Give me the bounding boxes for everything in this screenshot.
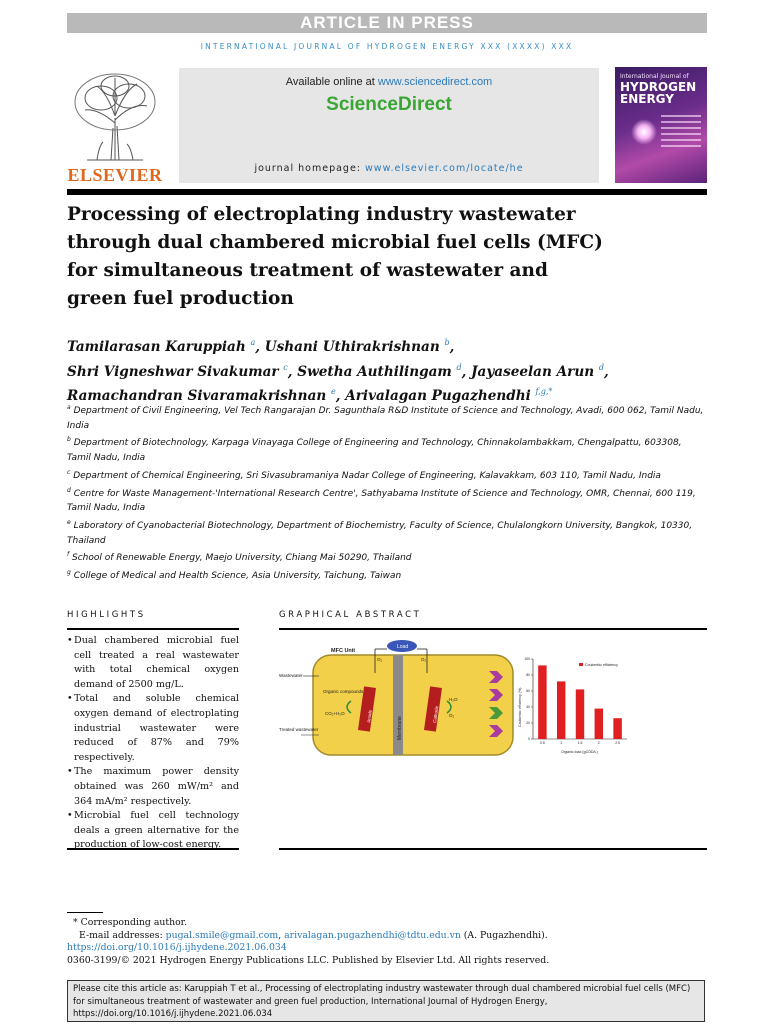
chart-x-tick-label: 2.5 [615, 741, 620, 745]
elsevier-tree-icon [67, 68, 163, 164]
highlight-item [67, 634, 239, 692]
affiliation-text: Department of Civil Engineering, Vel Tech Rangarajan Dr. Sagunthala R&D Institute of Science and Technology, Avadi, 600 062, Tamil Nadu, India [67, 406, 704, 431]
chart-x-tick-label: 0.5 [540, 741, 545, 745]
journal-running-header: INTERNATIONAL JOURNAL OF HYDROGEN ENERGY XXX (XXXX) XXX [200, 42, 574, 51]
affiliation-marker: g [67, 569, 71, 577]
affiliation-item [67, 401, 707, 433]
bullet-icon: • [67, 635, 73, 646]
available-label: Available online at [285, 76, 378, 88]
author-separator: , [461, 363, 467, 380]
author-affil-marker[interactable]: e [331, 387, 336, 396]
chart-y-tick-label: 100 [524, 657, 530, 662]
affiliation-marker: c [67, 468, 71, 476]
author-affil-marker[interactable]: b [444, 338, 450, 347]
author-name[interactable]: Shri Vigneshwar Sivakumar [67, 363, 279, 380]
h2o-label: H₂O [449, 697, 458, 702]
article-in-press-banner: ARTICLE IN PRESS [67, 13, 707, 33]
email-addresses [67, 930, 707, 943]
highlight-text: The maximum power density obtained was 260 mW/m² and 364 mA/m² respectively. [74, 766, 239, 807]
author-separator: , [603, 363, 609, 380]
affiliation-list [67, 401, 707, 584]
cover-text-lines [661, 115, 701, 151]
email-separator: , [278, 929, 285, 941]
chart-y-tick-label: 40 [526, 705, 530, 710]
sciencedirect-link[interactable]: www.sciencedirect.com [377, 76, 493, 88]
footnote-rule [67, 912, 103, 913]
affiliation-text: School of Renewable Energy, Maejo University, Chiang Mai 50290, Thailand [72, 553, 412, 564]
highlight-item [67, 765, 239, 809]
highlights-list [67, 634, 239, 853]
wastewater-label: Wastewater [279, 673, 303, 678]
o2-label: O₂ [449, 713, 455, 718]
email-label: E-mail addresses: [79, 929, 166, 941]
affiliation-marker: b [67, 436, 71, 444]
highlights-heading: HIGHLIGHTS [67, 610, 146, 620]
load-label: Load [397, 644, 409, 650]
cover-title [620, 81, 696, 105]
chart-y-label: Coulombic efficiency (%) [518, 687, 522, 727]
cathode-label: Cathode [432, 705, 440, 724]
author-separator: , [449, 339, 455, 355]
graphical-top-rule [279, 628, 707, 630]
affiliation-marker: a [67, 404, 71, 411]
sciencedirect-logo: ScienceDirect [326, 94, 452, 115]
author-name[interactable]: Tamilarasan Karuppiah [67, 339, 246, 355]
mfc-tank [313, 655, 513, 755]
chart-y-tick-label: 80 [526, 673, 530, 678]
elsevier-wordmark: ELSEVIER [67, 165, 163, 185]
organic-label: Organic compounds [323, 689, 364, 694]
coulombic-efficiency-chart [518, 657, 627, 754]
elsevier-logo [67, 68, 163, 186]
author-affil-marker[interactable]: c [283, 362, 288, 372]
affiliation-item [67, 484, 707, 516]
anode-label: Anode [366, 709, 373, 724]
affiliation-marker: e [67, 518, 71, 526]
author-name[interactable]: Arivalagan Pugazhendhi [345, 388, 531, 404]
author [265, 339, 455, 355]
chart-bar [538, 665, 546, 739]
affiliation-text: Department of Biotechnology, Karpaga Vinayaga College of Engineering and Technology, Chinnakolambakkam, Chengalpattu, 603308, Tamil Nadu, India [67, 438, 682, 464]
affiliation-marker: d [67, 486, 71, 494]
author-name[interactable]: Ushani Uthirakrishnan [264, 339, 440, 355]
homepage-label: journal homepage: [254, 163, 366, 174]
chart-x-label: Organic load (gCOD/L) [561, 750, 598, 754]
chart-bar [576, 689, 584, 739]
journal-cover [615, 67, 707, 183]
author [67, 364, 293, 380]
sciencedirect-box [179, 68, 599, 183]
author-affil-marker[interactable]: f,g,* [535, 387, 553, 396]
chart-legend-swatch [579, 663, 583, 666]
graphical-abstract-heading: GRAPHICAL ABSTRACT [279, 610, 422, 620]
highlights-top-rule [67, 628, 239, 630]
email-link-1[interactable]: pugal.smile@gmail.com [165, 929, 279, 941]
journal-homepage [179, 163, 599, 174]
author-name[interactable]: Jayaseelan Arun [471, 363, 595, 380]
affiliation-item [67, 548, 707, 566]
cover-orb-graphic [631, 119, 657, 145]
email-link-2[interactable]: arivalagan.pugazhendhi@tdtu.edu.vn [284, 929, 461, 941]
chart-bar [595, 709, 603, 739]
chart-y-tick-label: 0 [528, 737, 530, 742]
author-name[interactable]: Swetha Authilingam [297, 363, 452, 380]
footnotes [67, 917, 707, 967]
cover-subtitle: International Journal of [620, 73, 689, 80]
graphical-abstract [279, 635, 651, 771]
citation-box: Please cite this article as: Karuppiah T et al., Processing of electroplating industry wastewater through dual chambered microbial fuel cells (MFC) for simultaneous treatment of wastewater and green fuel production, International Journal of Hydrogen Energy, https://doi.org/10.1016/j.ijhydene.2021.06.034 [67, 980, 705, 1022]
chart-y-tick-label: 20 [526, 721, 530, 726]
affiliation-item [67, 466, 707, 484]
highlight-item [67, 692, 239, 765]
highlight-text: Total and soluble chemical oxygen demand of electroplating industrial wastewater were reduced of 87% and 79% respectively. [74, 693, 239, 763]
author-affil-marker[interactable]: d [456, 362, 462, 372]
copyright-line: 0360-3199/© 2021 Hydrogen Energy Publications LLC. Published by Elsevier Ltd. All rights reserved. [67, 954, 550, 966]
affiliation-item [67, 433, 707, 465]
author-affil-marker[interactable]: a [250, 338, 256, 347]
available-online [179, 76, 599, 88]
graphical-bottom-rule [279, 848, 707, 850]
email-suffix: (A. Pugazhendhi). [460, 929, 548, 941]
doi-link[interactable]: https://doi.org/10.1016/j.ijhydene.2021.06.034 [67, 942, 287, 954]
co2-label: CO₂+H₂O [325, 711, 345, 716]
author [471, 364, 609, 380]
affiliation-text: Laboratory of Cyanobacterial Biotechnology, Department of Biochemistry, Faculty of Science, Chulalongkorn University, Bangkok, 10330, Thailand [67, 520, 693, 546]
chart-x-tick-label: 1.5 [577, 741, 583, 745]
graphical-abstract-figure [279, 635, 651, 771]
bullet-icon: • [67, 766, 73, 778]
bullet-icon: • [67, 693, 73, 705]
o2-top-left: O₂ [377, 657, 383, 662]
affiliation-item [67, 566, 707, 584]
chart-bar [557, 681, 565, 739]
author [67, 339, 260, 355]
highlight-item [67, 809, 239, 853]
affiliation-text: Department of Chemical Engineering, Sri Sivasubramaniya Nadar College of Engineering, Kalavakkam, 603 110, Tamil Nadu, India [73, 470, 661, 481]
affiliation-marker: f [67, 551, 70, 559]
chart-legend-label: Coulombic efficiency [585, 663, 618, 667]
author [297, 364, 466, 380]
o2-top-right: O₂ [421, 657, 427, 662]
cover-title-line2: ENERGY [620, 92, 674, 106]
corresponding-author-note: * Corresponding author. [73, 917, 188, 928]
author-separator: , [287, 363, 293, 380]
author-name[interactable]: Ramachandran Sivaramakrishnan [67, 388, 327, 404]
chart-x-tick-label: 2 [597, 741, 600, 745]
homepage-link[interactable]: www.elsevier.com/locate/he [365, 163, 524, 174]
affiliation-item [67, 516, 707, 548]
author-list [67, 333, 707, 407]
affiliation-text: Centre for Waste Management-'International Research Centre', Sathyabama Institute of Science and Technology, OMR, Chennai, 600 119, Tamil Nadu, India [67, 488, 696, 514]
treated-label: Treated wastewater [279, 727, 319, 732]
mfc-unit-label: MFC Unit [331, 648, 356, 654]
author-affil-marker[interactable]: d [598, 362, 604, 372]
highlight-text: Microbial fuel cell technology deals a green alternative for the production of low-cost energy. [74, 810, 239, 851]
chart-y-tick-label: 60 [526, 689, 530, 694]
chart-bar [613, 718, 621, 739]
affiliation-text: College of Medical and Health Science, Asia University, Taichung, Taiwan [73, 571, 402, 582]
membrane-label: Membrane [397, 716, 403, 740]
cover-title-line1: HYDROGEN [620, 80, 697, 94]
highlight-text: Dual chambered microbial fuel cell treated a real wastewater with total chemical oxygen demand of 2500 mg/L. [74, 635, 239, 690]
header-rule [67, 189, 707, 195]
author-separator: , [335, 388, 341, 404]
author-separator: , [255, 339, 260, 355]
chart-x-tick-label: 1 [560, 741, 563, 745]
article-title: Processing of electroplating industry wastewater through dual chambered microbial fuel cells (MFC) for simultaneous treatment of wastewater and green fuel production [67, 204, 603, 309]
bullet-icon: • [67, 810, 73, 822]
